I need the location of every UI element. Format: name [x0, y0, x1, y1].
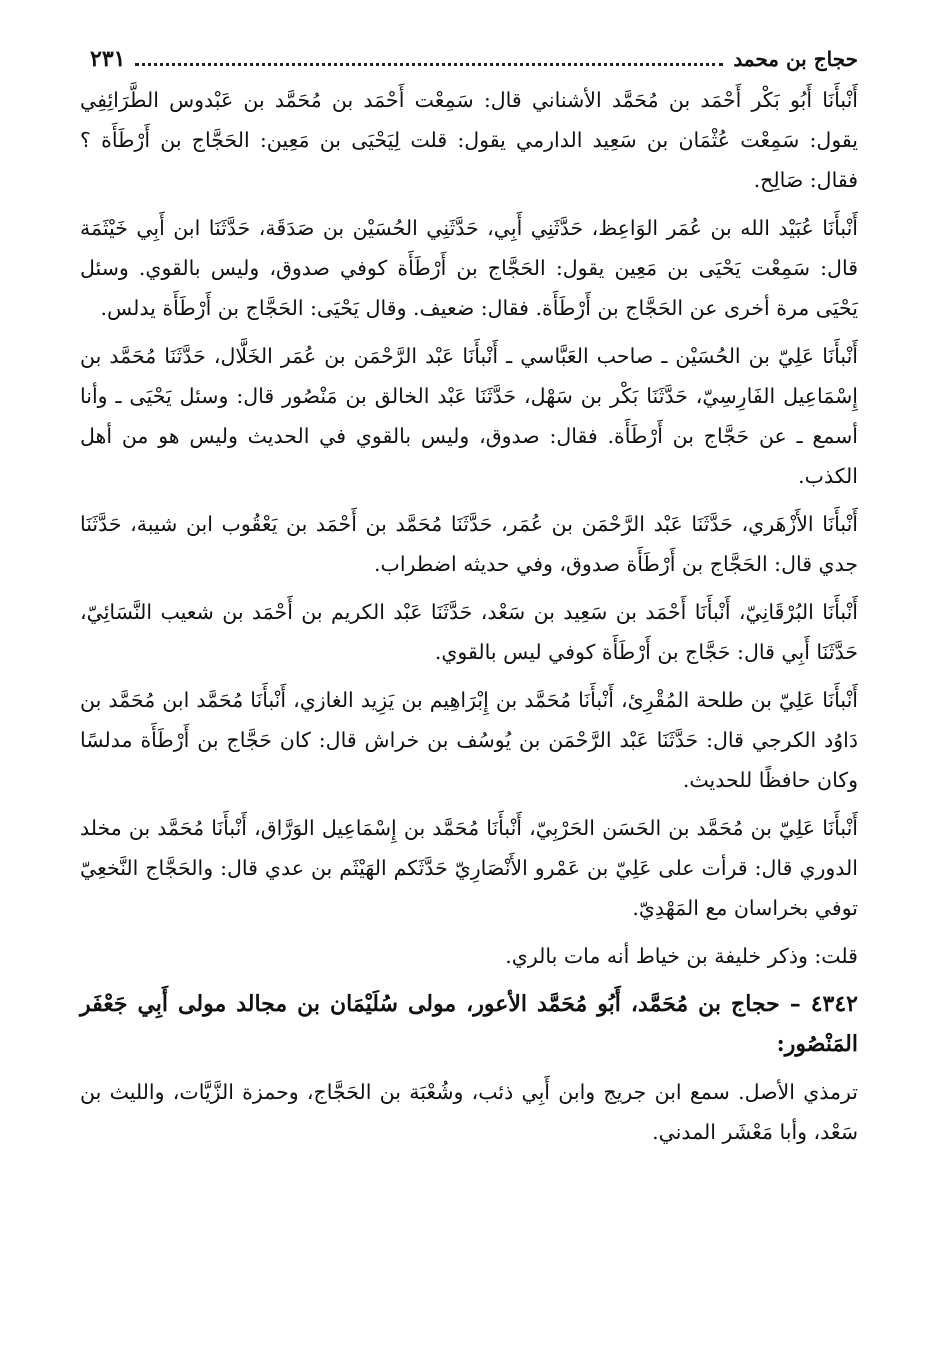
page-body	[80, 80, 858, 1152]
paragraph-1: أَنْبأَنَا أَبُو بَكْر أَحْمَد بن مُحَمَّد الأشناني قال: سَمِعْت أَحْمَد بن مُحَمَّد بن عَبْدوس الطَّرَائِفِي يقول: سَمِعْت عُثْمَان بن سَعِيد الدارمي يقول: قلت لِيَحْيَى بن مَعِين: الحَجَّاج بن أَرْطَأَة ؟ فقال: صَالِح.	[80, 88, 858, 192]
paragraph-3: أَنْبأَنَا عَلِيّ بن الحُسَيْن ـ صاحب العَبَّاسي ـ أَنْبأَنَا عَبْد الرَّحْمَن بن عُمَر الخَلَّال، حَدَّثَنَا مُحَمَّد بن إِسْمَاعِيل الفَارِسِيّ، حَدَّثَنَا بَكْر بن سَهْل، حَدَّثَنَا عَبْد الخالق بن مَنْصُور قال: وسئل يَحْيَى ـ وأنا أسمع ـ عن حَجَّاج بن أَرْطَأَة. فقال: صدوق، وليس بالقوي في الحديث وليس هو من أهل الكذب.	[80, 344, 858, 488]
running-header	[90, 40, 858, 78]
paragraph-7: أَنْبأَنَا عَلِيّ بن مُحَمَّد بن الحَسَن الحَرْبِيّ، أَنْبأَنَا مُحَمَّد بن إِسْمَاعِيل الوَرَّاق، أَنْبأَنَا مُحَمَّد بن مخلد الدوري قال: قرأت على عَلِيّ بن عَمْرو الأَنْصَارِيّ حَدَّثَكم الهَيْثَم بن عدي قال: والحَجَّاج النَّخعِيّ توفي بخراسان مع المَهْدِيّ.	[80, 816, 858, 920]
paragraph-8: قلت: وذكر خليفة بن خياط أنه مات بالري.	[505, 944, 858, 968]
running-title: حجاج بن محمد	[733, 47, 858, 71]
closing-paragraph: ترمذي الأصل. سمع ابن جريج وابن أَبِي ذئب، وشُعْبَة بن الحَجَّاج، وحمزة الزَّيَّات، والليث بن سَعْد، وأبا مَعْشَر المدني.	[80, 1080, 858, 1144]
dot-leader	[135, 63, 723, 66]
paragraph-4: أَنْبأَنَا الأَزْهَري، حَدَّثَنَا عَبْد الرَّحْمَن بن عُمَر، حَدَّثَنَا مُحَمَّد بن أَحْمَد بن يَعْقُوب ابن شيبة، حَدَّثَنَا جدي قال: الحَجَّاج بن أَرْطَأَة صدوق، وفي حديثه اضطراب.	[80, 512, 858, 576]
paragraph-2: أَنْبأَنَا عُبَيْد الله بن عُمَر الوَاعِظ، حَدَّثَنِي أَبِي، حَدَّثَنِي الحُسَيْن بن صَدَقَة، حَدَّثَنَا ابن أَبِي خَيْثَمَة قال: سَمِعْت يَحْيَى بن مَعِين يقول: الحَجَّاج بن أَرْطَأَة كوفي صدوق، وليس بالقوي. وسئل يَحْيَى مرة أخرى عن الحَجَّاج بن أَرْطَأَة. فقال: ضعيف. وقال يَحْيَى: الحَجَّاج بن أَرْطَأَة يدلس.	[80, 216, 858, 320]
page-number: ٢٣١	[90, 46, 126, 72]
entry-heading: ٤٣٤٢ – حجاج بن مُحَمَّد، أَبُو مُحَمَّد الأعور، مولى سُلَيْمَان بن مجالد مولى أَبِي جَعْفَر المَنْصُور:	[80, 991, 858, 1057]
paragraph-6: أَنْبأَنَا عَلِيّ بن طلحة المُقْرِئ، أَنْبأَنَا مُحَمَّد بن إِبْرَاهِيم بن يَزِيد الغازي، أَنْبأَنَا مُحَمَّد ابن مُحَمَّد بن دَاوُد الكرجي قال: حَدَّثَنَا عَبْد الرَّحْمَن بن يُوسُف بن خراش قال: كان حَجَّاج بن أَرْطَأَة مدلسًا وكان حافظًا للحديث.	[80, 688, 858, 792]
paragraph-5: أَنْبأَنَا البُرْقَانِيّ، أَنْبأَنَا أَحْمَد بن سَعِيد بن سَعْد، حَدَّثَنَا عَبْد الكريم بن أَحْمَد بن شعيب النَّسَائِيّ، حَدَّثَنَا أَبِي قال: حَجَّاج بن أَرْطَأَة كوفي ليس بالقوي.	[80, 600, 858, 664]
